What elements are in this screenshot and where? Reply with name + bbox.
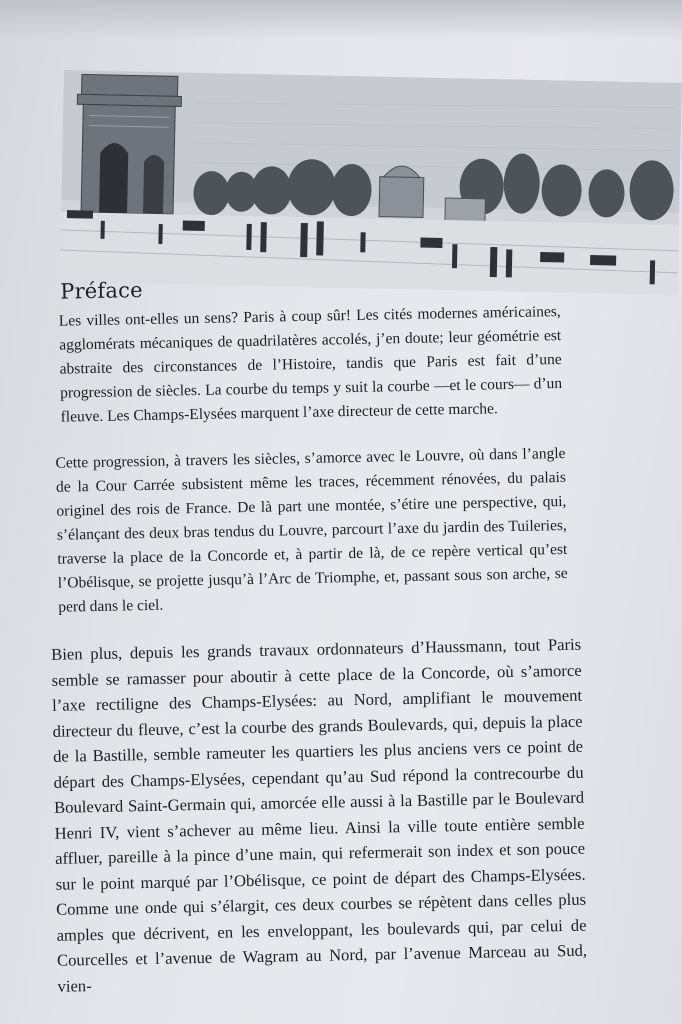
paragraph-1: Les villes ont-elles un sens? Paris à coup sûr! Les cités modernes américaines, agglomérats mécaniques de quadrilatères accolés, j’en doute; leur géométrie est abstraite des circonstances de l’Histoire, tandis que Paris est fait d’une progression de siècles. La courbe du temps y suit la courbe —et le cours— d’un fleuve. Les Champs-Elysées marquent l’axe directeur de cette marche. [58,303,563,426]
engraving-illustration [60,70,682,295]
preface-text-column [40,270,588,1021]
page-title: Préface [59,278,143,304]
paragraph-3: Bien plus, depuis les grands travaux ordonnateurs d’Haussmann, tout Paris semble se ramasser pour aboutir à cette place de la Concorde, où s’amorce l’axe rectiligne des Champs-Elysées: au Nord, amplifiant le mouvement directeur du fleuve, c’est la courbe des grands Boulevards, qui, depuis la place de la Bastille, semble rameuter les quartiers les plus anciens vers ce point de départ des Champs-Elysées, cependant qu’au Sud répond la contrecourbe du Boulevard Saint-Germain qui, amorcée elle aussi à la Bastille par le Boulevard Henri IV, vient s’achever au même lieu. Ainsi la ville toute entière semble affluer, pareille à la pince d’une main, qui refermerait son index et son pouce sur le point marqué par l’Obélisque, ce point de départ des Champs-Elysées. Comme une onde qui s’élargit, ces deux courbes se répètent dans celles plus amples que décrivent, en les enveloppant, les boulevards qui, par celui de Courcelles et l’avenue de Wagram au Nord, par l’avenue Marceau au Sud, vien- [51,634,588,996]
engraving-arc-de-triomphe [60,70,682,295]
paragraph-2: Cette progression, à travers les siècles, s’amorce avec le Louvre, où dans l’angle de la Cour Carrée subsistent même les traces, récemment rénovées, du palais originel des rois de France. De là part une montée, s’étire une perspective, qui, s’élançant des deux bras tendus du Louvre, parcourt l’axe du jardin des Tuileries, traverse la place de la Concorde et, à partir de là, de ce repère vertical qu’est l’Obélisque, se projette jusqu’à l’Arc de Triomphe, et, passant sous son arche, se perd dans le ciel. [55,444,568,616]
page-edge-shadow [0,0,682,40]
